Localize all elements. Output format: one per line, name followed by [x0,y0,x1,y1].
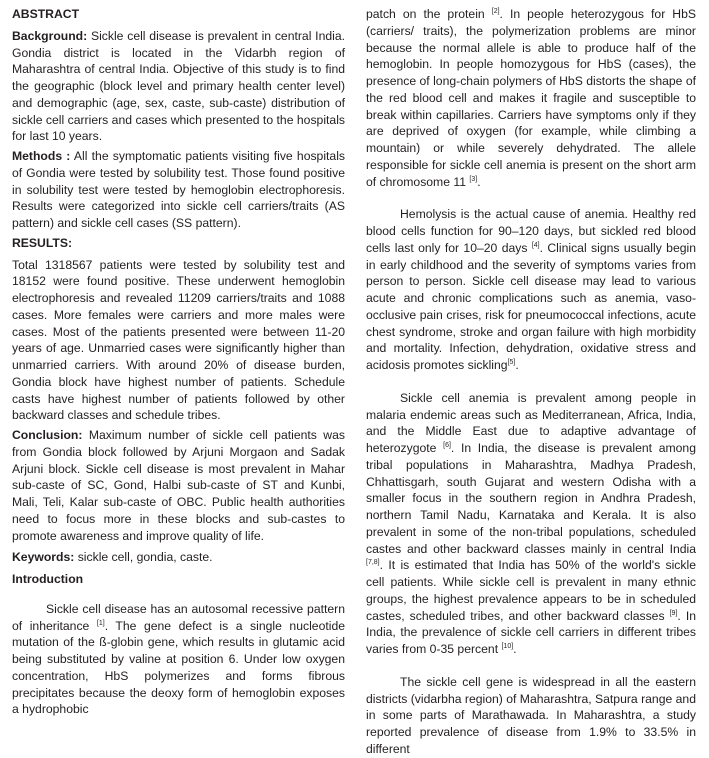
right-p2-text-a: Hemolysis is the actual cause of anemia. Healthy red blood cells function for 90–120 days, but sickled red blood cells last only for 10–20 days [366,207,696,255]
right-p3-text-a: Sickle cell anemia is prevalent among people in malaria endemic areas such as Mediterranean, Africa, India, and the Middle East due to adaptive advantage of heterozygote [366,390,696,455]
keywords-paragraph [12,549,345,566]
methods-label: Methods : [12,149,71,163]
conclusion-paragraph [12,427,345,544]
introduction-heading: Introduction [12,572,84,586]
intro-text-b: . The gene defect is a single nucleotide mutation of the ß-globin gene, which results in glutamic acid being substituted by valine at position 6. Under low oxygen concentration, HbS polymerizes and forms fibrous precipitates because the deoxy form of hemoglobin exposes a hydrophobic [12,618,345,717]
conclusion-label: Conclusion: [12,428,83,442]
keywords-text: sickle cell, gondia, caste. [74,550,213,565]
citation-10: [10] [501,642,514,650]
citation-3: [3] [469,175,478,183]
background-text: Sickle cell disease is prevalent in central India. Gondia district is located in the Vidarbh region of Maharashtra of central India. Objective of this study is to find the geographic (block level and primary health center level) and demographic (age, sex, caste, sub-caste) distribution of sickle cell carriers and cases which presented to the hospitals for last 10 years. [12,28,345,144]
right-p1-text-b: . In people heterozygous for HbS (carriers/ traits), the polymerization problems are minor because the normal allele is able to produce half of the hemoglobin. In people homozygous for HbS (cases), the presence of long-chain polymers of HbS distorts the shape of the red blood cell and makes it fragile and susceptible to break within capillaries. Carriers have symptoms only if they are deprived of oxygen (for example, while climbing a mountain) or while severely dehydrated. The allele responsible for sickle cell anemia is present on the short arm of chromosome 11 [366,7,697,189]
right-column [366,6,696,758]
right-p3-text-d: . In India, the prevalence of sickle cell carriers in different tribes varies from 0-35 percent [366,608,697,656]
introduction-paragraph [12,601,345,718]
citation-6: [6] [443,441,451,449]
right-p1-text-a: patch on the protein [366,7,492,21]
right-paragraph-4: The sickle cell gene is widespread in all the eastern districts (vidarbha region) of Maharashtra, Satpura range and in some parts of Marathawada. In Maharashtra, a study reported prevalence of disease from 1.9% to 33.5% in different [366,674,696,756]
background-paragraph [12,28,345,145]
abstract-heading: ABSTRACT [12,7,80,21]
right-paragraph-3 [366,390,696,658]
methods-paragraph [12,148,345,232]
right-p2-text-c: . [515,358,519,372]
right-p3-text-c: . It is estimated that India has 50% of the world's sickle cell patients. While sickle cell is prevalent in many ethnic groups, the highest prevalence appears to be in scheduled castes, scheduled tribes, and other backward classes [366,558,696,623]
right-paragraph-1 [366,6,696,190]
left-column [12,6,345,718]
citation-5: [5] [507,358,516,366]
intro-text-a: Sickle cell disease has an autosomal recessive pattern of inheritance [12,601,345,633]
results-heading: RESULTS: [12,235,73,250]
keywords-label: Keywords: [12,550,75,565]
right-p3-text-b: . In India, the disease is prevalent among tribal populations in Maharashtra, Madhya Pradesh, Chhattisgarh, south Gujarat and western Odisha with a smaller focus in the southern region in Andhra Pradesh, northern Tamil Nadu, Karnataka and Kerala. It is also prevalent in some of the non-tribal populations, scheduled castes and other backward classes mainly in central India [366,441,696,556]
right-paragraph-2 [366,206,696,374]
right-p1-text-c: . [477,174,481,189]
results-paragraph: Total 1318567 patients were tested by solubility test and 18152 were found positive. These underwent hemoglobin electrophoresis and revealed 11209 carriers/traits and 1088 cases. More females were carriers and more males were cases. Most of the patients presented were between 11-20 years of age. Unmarried cases were significantly higher than unmarried carriers. With around 20% of disease burden, Gondia block have highest number of patients. Schedule casts have highest number of patients followed by other backward classes and schedule tribes. [12,257,345,423]
methods-text: All the symptomatic patients visiting five hospitals of Gondia were tested by solubility test. Those found positive in solubility test were tested by hemoglobin electrophoresis. Results were categorized into sickle cell carriers/traits (AS pattern) and sickle cell cases (SS pattern). [12,149,346,230]
right-p2-text-b: . Clinical signs usually begin in early childhood and the severity of symptoms varies from person to person. Sickle cell disease may lead to various acute and chronic complications such as anemia, vaso-occlusive pain crises, risk for pneumococcal infections, acute chest syndrome, stroke and organ failure with high morbidity and mortality. Infection, dehydration, oxidative stress and acidosis promotes sickling [366,240,696,372]
citation-1: [1] [96,619,105,627]
citation-4: [4] [531,241,540,249]
conclusion-text: Maximum number of sickle cell patients was from Gondia block followed by Arjuni Morgaon and Sadak Arjuni block. Sickle cell disease is most prevalent in Mahar sub-caste of SC, Gond, Halbi sub-caste of ST and Kunbi, Mali, Teli, Kalar sub-caste of OBC. Public health authorities need to focus more in these blocks and sub-castes to promote awareness and improve quality of life. [12,428,345,543]
citation-7-8: [7,8] [366,559,380,567]
background-label: Background: [12,28,88,43]
right-p3-text-e: . [513,642,517,656]
citation-9: [9] [669,609,678,617]
citation-2: [2] [491,7,500,15]
